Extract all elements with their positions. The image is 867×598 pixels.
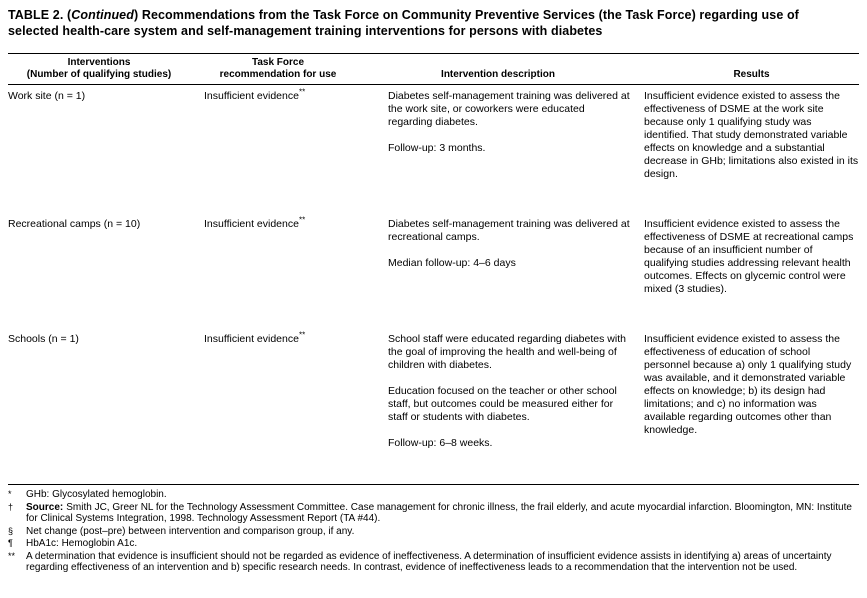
footnote-ghb [8, 489, 859, 501]
recommendation-footnote-marker: ** [298, 215, 306, 225]
col-header-recommendation-line2: recommendation for use [219, 68, 337, 80]
table-row-recreational-camps [8, 215, 859, 333]
col-header-results [644, 69, 859, 81]
table-body [8, 85, 859, 484]
footnote-insufficient-evidence [8, 551, 859, 574]
description-followup: Follow-up: 6–8 weeks. [388, 437, 493, 449]
cell-results: Insufficient evidence existed to assess the effectiveness of DSME at recreational camps because of an insufficient number of qualifying studies addressing relevant health outcomes. Effects on glycemic control were mixed (3 studies). [644, 218, 854, 295]
footnote-text: A determination that evidence is insufficient should not be regarded as evidence of ineffectiveness. A determination of insufficient evidence assists in identifying a) areas of uncertainty regarding effectiveness of an intervention and b) specific research needs. In contrast, evidence of ineffectiveness leads to a recommendation that the intervention not be used. [26, 550, 832, 573]
cell-description [366, 90, 630, 218]
footnote-net-change [8, 526, 859, 538]
cell-description [366, 218, 630, 333]
cell-recommendation [204, 330, 352, 484]
table-title [8, 8, 820, 39]
col-header-interventions-line2: (Number of qualifying studies) [26, 68, 172, 80]
footnote-marker: * [8, 489, 12, 499]
footnote-source [8, 502, 859, 525]
footnote-marker: † [8, 501, 14, 512]
footnote-marker: ** [8, 550, 16, 561]
col-header-interventions [8, 57, 190, 80]
recommendation-text: Insufficient evidence [204, 218, 299, 230]
cell-intervention: Schools (n = 1) [8, 333, 79, 345]
footnote-text: HbA1c: Hemoglobin A1c. [26, 538, 138, 549]
table-row-schools [8, 330, 859, 484]
footnote-marker: ¶ [8, 538, 13, 548]
footnote-text: Net change (post–pre) between intervention and comparison group, if any. [26, 525, 355, 537]
col-header-description-line1: Intervention description [441, 68, 555, 80]
footnote-marker: § [8, 525, 14, 536]
col-header-recommendation-line1: Task Force [251, 57, 305, 68]
description-paragraph: Education focused on the teacher or other school staff, but outcomes could be measured either for staff or students with diabetes. [388, 385, 617, 423]
cell-description [366, 333, 630, 484]
cell-results: Insufficient evidence existed to assess the effectiveness of education of school personnel because a) only 1 qualifying study was available, and it demonstrated variable effects on knowledge; b) its design had limitations; and c) no information was available regarding outcomes other than knowledge. [644, 333, 852, 436]
table-title-prefix: TABLE 2. ( [8, 8, 72, 22]
description-paragraph: Diabetes self-management training was delivered at recreational camps. [388, 218, 630, 243]
description-followup: Follow-up: 3 months. [388, 142, 486, 154]
table-row-work-site [8, 87, 859, 218]
cell-intervention: Recreational camps (n = 10) [8, 218, 141, 230]
col-header-description [366, 69, 630, 81]
cell-recommendation [204, 87, 352, 218]
footnote-hba1c [8, 538, 859, 550]
recommendation-footnote-marker: ** [298, 330, 306, 340]
cell-recommendation [204, 215, 352, 333]
recommendation-footnote-marker: ** [298, 87, 306, 97]
table-title-continued: Continued [71, 8, 134, 22]
col-header-interventions-line1: Interventions [67, 57, 131, 68]
description-followup: Median follow-up: 4–6 days [388, 257, 516, 269]
description-paragraph: Diabetes self-management training was delivered at the work site, or coworkers were educated regarding diabetes. [388, 90, 630, 128]
footnote-source-label: Source: [26, 501, 64, 513]
table-title-rest: ) Recommendations from the Task Force on Community Preventive Services (the Task Force) regarding use of selected health-care system and self-management training interventions for persons with diabetes [8, 8, 799, 38]
col-header-results-line1: Results [733, 68, 770, 80]
footnote-text: GHb: Glycosylated hemoglobin. [26, 489, 167, 500]
footnotes [8, 485, 859, 574]
description-paragraph: School staff were educated regarding diabetes with the goal of improving the health and well-being of children with diabetes. [388, 333, 626, 371]
recommendation-text: Insufficient evidence [204, 90, 299, 102]
recommendation-text: Insufficient evidence [204, 333, 299, 345]
cell-results: Insufficient evidence existed to assess the effectiveness of DSME at the work site because only 1 qualifying study was identified. That study demonstrated variable effects on knowledge and a substantial decrease in GHb; limitations also existed in its design. [644, 90, 859, 180]
cell-intervention: Work site (n = 1) [8, 90, 86, 102]
table-header-row [8, 54, 859, 84]
col-header-recommendation [204, 57, 352, 80]
footnote-text [26, 502, 859, 525]
footnote-source-body: Smith JC, Greer NL for the Technology Assessment Committee. Case management for chronic illness, the frail elderly, and acute myocardial infarction. Bloomington, MN: Institute for Clinical Systems Integration, 1998. Technology Assessment Report (TA #44). [26, 501, 852, 524]
